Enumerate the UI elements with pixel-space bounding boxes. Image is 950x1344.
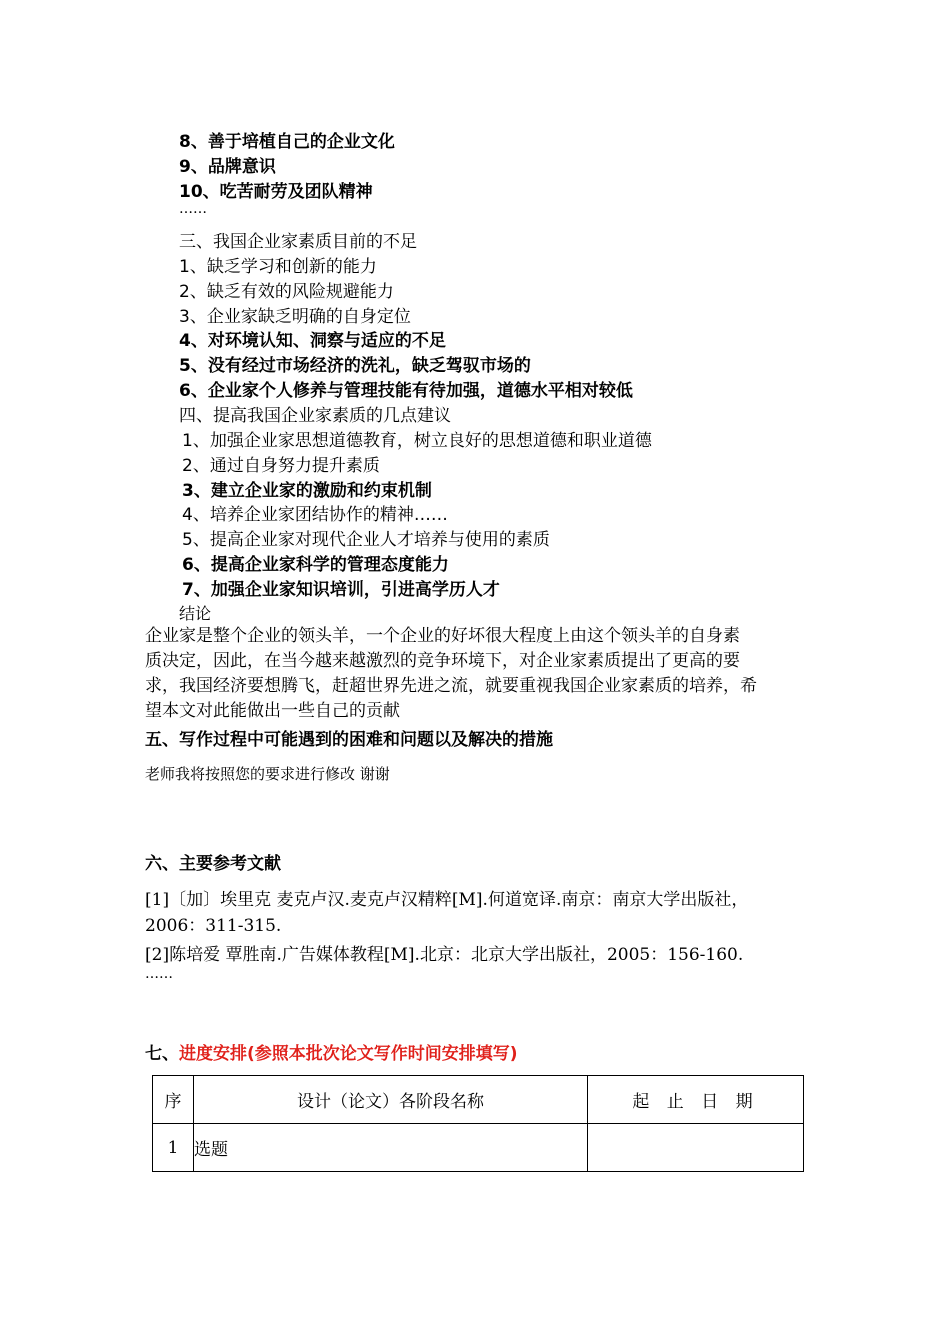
list-item: 1、缺乏学习和创新的能力 bbox=[179, 257, 377, 277]
table-cell-seq: 1 bbox=[153, 1124, 194, 1172]
list-item: 6、企业家个人修养与管理技能有待加强，道德水平相对较低 bbox=[179, 381, 633, 401]
reference-line: [1]〔加〕埃里克 麦克卢汉.麦克卢汉精粹[M].何道宽译.南京：南京大学出版社， bbox=[145, 890, 749, 910]
list-item: 9、品牌意识 bbox=[179, 157, 276, 177]
list-item: 2、通过自身努力提升素质 bbox=[182, 456, 380, 476]
list-item: 2、缺乏有效的风险规避能力 bbox=[179, 282, 394, 302]
ellipsis: …… bbox=[145, 966, 173, 982]
list-item: 5、提高企业家对现代企业人才培养与使用的素质 bbox=[182, 530, 550, 550]
conclusion-line: 质决定，因此，在当今越来越激烈的竞争环境下，对企业家素质提出了更高的要 bbox=[145, 651, 740, 671]
table-cell-dates bbox=[588, 1124, 804, 1172]
list-item: 8、善于培植自己的企业文化 bbox=[179, 132, 395, 152]
section-heading: 五、写作过程中可能遇到的困难和问题以及解决的措施 bbox=[145, 730, 553, 750]
list-item: 10、吃苦耐劳及团队精神 bbox=[179, 182, 373, 202]
list-item: 4、培养企业家团结协作的精神…… bbox=[182, 505, 448, 525]
reference-line: 2006：311-315. bbox=[145, 916, 282, 936]
conclusion-heading: 结论 bbox=[179, 604, 212, 623]
column-header-stage-name: 设计（论文）各阶段名称 bbox=[194, 1076, 588, 1124]
schedule-heading-number: 七、 bbox=[145, 1044, 179, 1064]
list-item: 3、建立企业家的激励和约束机制 bbox=[182, 481, 432, 501]
section-heading: 四、提高我国企业家素质的几点建议 bbox=[179, 406, 451, 426]
conclusion-line: 企业家是整个企业的领头羊，一个企业的好坏很大程度上由这个领头羊的自身素 bbox=[145, 626, 740, 646]
schedule-heading bbox=[145, 1039, 518, 1064]
table-row bbox=[153, 1124, 804, 1172]
section-heading: 六、主要参考文献 bbox=[145, 854, 281, 874]
table-cell-stage-name: 选题 bbox=[194, 1124, 588, 1172]
list-item: 6、提高企业家科学的管理态度能力 bbox=[182, 555, 449, 575]
conclusion-paragraph bbox=[145, 624, 815, 724]
reference-line: [2]陈培爱 覃胜南.广告媒体教程[M].北京：北京大学出版社，2005：156-160. bbox=[145, 945, 744, 965]
list-item: 3、企业家缺乏明确的自身定位 bbox=[179, 307, 411, 327]
list-item: 1、加强企业家思想道德教育，树立良好的思想道德和职业道德 bbox=[182, 431, 652, 451]
ellipsis: …… bbox=[179, 201, 207, 217]
list-item: 7、加强企业家知识培训，引进高学历人才 bbox=[182, 580, 500, 600]
list-item: 5、没有经过市场经济的洗礼，缺乏驾驭市场的 bbox=[179, 356, 531, 376]
list-item: 4、对环境认知、洞察与适应的不足 bbox=[179, 331, 446, 351]
schedule-heading-title: 进度安排(参照本批次论文写作时间安排填写) bbox=[179, 1044, 518, 1064]
note-text: 老师我将按照您的要求进行修改 谢谢 bbox=[145, 765, 390, 783]
schedule-table bbox=[152, 1075, 804, 1172]
conclusion-line: 望本文对此能做出一些自己的贡献 bbox=[145, 701, 400, 721]
table-header-row bbox=[153, 1076, 804, 1124]
conclusion-line: 求，我国经济要想腾飞，赶超世界先进之流，就要重视我国企业家素质的培养，希 bbox=[145, 676, 757, 696]
section-heading: 三、我国企业家素质目前的不足 bbox=[179, 232, 417, 252]
column-header-seq: 序 bbox=[153, 1076, 194, 1124]
column-header-dates: 起 止 日 期 bbox=[588, 1076, 804, 1124]
